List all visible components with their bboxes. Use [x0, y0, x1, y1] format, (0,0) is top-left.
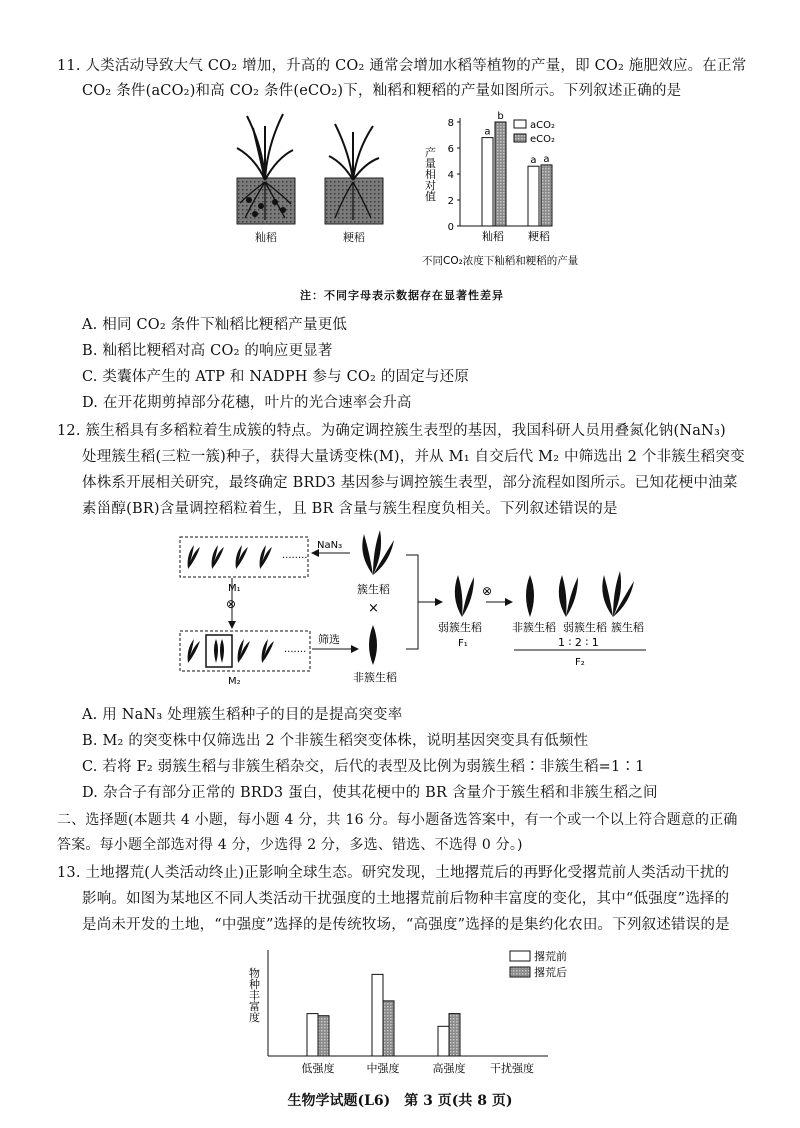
legend-label-0: aCO₂: [530, 120, 555, 131]
q11-note: 注：不同字母表示数据存在显著性差异: [300, 289, 504, 302]
q11-option-d: D. 在开花期剪掉部分花穗，叶片的光合速率会升高: [82, 395, 412, 411]
self-symbol-1: ⊗: [226, 597, 237, 611]
q12-option-c: C. 若将 F₂ 弱簇生稻与非簇生稻杂交，后代的表型及比例为弱簇生稻∶非簇生稻=1∶1: [82, 759, 645, 775]
japonica-rice-plant-icon: [325, 124, 383, 244]
nan3-label: NaN₃: [317, 540, 343, 551]
weak-cluster-rice-icon: [455, 575, 474, 617]
section2-heading-line-2: 答案。每小题全部选对得 4 分，少选得 2 分，多选、错选、不选得 0 分。): [57, 837, 523, 853]
q12-stem-line-1: 12. 簇生稻具有多稻粒着生成簇的特点。为确定调控簇生表型的基因，我国科研人员用叠氮化钠(NaN₃): [57, 423, 726, 439]
chart-title: 不同CO₂浓度下籼稻和粳稻的产量: [422, 255, 579, 267]
q12-option-d: D. 杂合子有部分正常的 BRD3 蛋白，使其花梗中的 BR 含量介于簇生稻和非簇生稻之间: [82, 785, 658, 801]
f2-type-3: 簇生稻: [611, 621, 644, 634]
f1-weak-cluster-label: 弱簇生稻: [438, 621, 482, 634]
section2-heading-line-1: 二、选择题(本题共 4 小题，每小题 4 分，共 16 分。每小题备选答案中，有一个或一个以上符合题意的正确: [57, 812, 738, 828]
y-axis-label: 产量相对值: [423, 146, 437, 202]
m2-label: M₂: [228, 676, 241, 687]
indica-rice-plant-icon: [237, 114, 295, 244]
y-tick-label-2: 4: [447, 170, 454, 181]
q11-stem-line-2: CO₂ 条件(aCO₂)和高 CO₂ 条件(eCO₂)下，籼稻和粳稻的产量如图所示。下列叙述正确的是: [82, 83, 682, 99]
cross-symbol: ×: [368, 601, 379, 616]
x-tick-label-1: 粳稻: [528, 230, 550, 243]
svg-text:·······: ·······: [284, 647, 307, 658]
f2-label: F₂: [575, 657, 585, 668]
bar-撂荒前-高强度: [438, 1026, 449, 1056]
legend-swatch-0: [514, 120, 526, 128]
q13-stem-line-1: 13. 土地撂荒(人类活动终止)正影响全球生态。研究发现，土地撂荒后的再野化受撂荒前人类活动干扰的: [57, 865, 730, 881]
f2-non-cluster-icon: [526, 575, 534, 617]
japonica-label: 粳稻: [343, 231, 365, 244]
legend-swatch-1: [510, 967, 530, 977]
bar-eCO₂-籼稻: [495, 122, 506, 226]
bar-撂荒前-中强度: [372, 974, 383, 1056]
q12-stem-line-2: 处理簇生稻(三粒一簇)种子，获得大量诱变株(M)，并从 M₁ 自交后代 M₂ 中筛选出 2 个非簇生稻突变: [82, 449, 745, 465]
q11-stem-line-1: 11. 人类活动导致大气 CO₂ 增加，升高的 CO₂ 通常会增加水稻等植物的产量，即 CO₂ 施肥效应。在正常: [57, 58, 747, 74]
legend-swatch-0: [510, 951, 530, 961]
bar-aCO₂-籼稻: [482, 138, 493, 226]
legend-label-0: 撂荒前: [534, 950, 567, 963]
self-symbol-2: ⊗: [482, 584, 493, 598]
svg-text:········: ········: [282, 553, 308, 564]
m2-plants-icon: [188, 635, 307, 667]
q13-stem-line-2: 影响。如图为某地区不同人类活动干扰强度的土地撂荒前后物种丰富度的变化，其中“低强度”选择的: [82, 891, 730, 907]
legend-label-1: eCO₂: [530, 134, 556, 145]
q11-yield-chart: [410, 108, 610, 268]
f2-type-2: 弱簇生稻: [563, 621, 607, 634]
cluster-rice-label: 簇生稻: [357, 583, 390, 596]
x-tick-label-2: 高强度: [432, 1062, 466, 1075]
y-tick-label-1: 2: [447, 196, 454, 207]
bar-eCO₂-粳稻: [541, 165, 552, 226]
legend-label-1: 撂荒后: [534, 966, 567, 979]
q13-stem-line-3: 是尚未开发的土地，“中强度”选择的是传统牧场，“高强度”选择的是集约化农田。下列叙述错误的是: [82, 917, 730, 933]
legend-swatch-1: [514, 134, 526, 142]
bar-aCO₂-粳稻: [528, 166, 539, 226]
m1-plants-icon: [188, 545, 308, 569]
page-footer: 生物学试题(L6) 第 3 页(共 8 页): [287, 1093, 513, 1109]
sig-letter-0-1: a: [530, 155, 537, 167]
bar-撂荒前-低强度: [307, 1014, 318, 1056]
y-tick-label-3: 6: [447, 144, 454, 155]
indica-label: 籼稻: [255, 231, 277, 244]
y-axis-label: 物种丰富度: [247, 967, 261, 1023]
q11-option-a: A. 相同 CO₂ 条件下籼稻比粳稻产量更低: [82, 317, 348, 333]
f2-ratio: 1 ∶ 2 ∶ 1: [558, 636, 599, 649]
sig-letter-1-1: a: [543, 153, 550, 165]
y-tick-label-0: 0: [447, 222, 454, 233]
non-cluster-rice-label: 非簇生稻: [353, 671, 397, 684]
q11-option-b: B. 籼稻比粳稻对高 CO₂ 的响应更显著: [82, 343, 333, 359]
screen-label: 筛选: [318, 633, 340, 646]
f2-type-1: 非簇生稻: [512, 621, 556, 634]
bar-撂荒后-低强度: [318, 1016, 329, 1056]
q12-option-a: A. 用 NaN₃ 处理簇生稻种子的目的是提高突变率: [82, 707, 403, 723]
x-tick-label-0: 籼稻: [482, 230, 504, 243]
bar-撂荒后-中强度: [383, 1001, 394, 1056]
x-tick-label-1: 中强度: [366, 1062, 400, 1075]
f1-label: F₁: [458, 638, 468, 649]
q12-option-b: B. M₂ 的突变株中仅筛选出 2 个非簇生稻突变体株，说明基因突变具有低频性: [82, 733, 589, 749]
cluster-rice-icon: [362, 530, 394, 575]
q12-flow-diagram: [170, 525, 650, 690]
q12-stem-line-3: 体株系开展相关研究，最终确定 BRD3 基因参与调控簇生表型，部分流程如图所示。已知花梗中油菜: [82, 475, 738, 491]
f2-weak-cluster-icon: [559, 575, 578, 617]
q12-stem-line-4: 素甾醇(BR)含量调控稻粒着生，且 BR 含量与簇生程度负相关。下列叙述错误的是: [82, 501, 618, 517]
x-tick-label-3: 干扰强度: [490, 1062, 534, 1075]
bar-撂荒后-高强度: [449, 1014, 460, 1056]
m1-label: M₁: [228, 583, 241, 594]
sig-letter-1-0: b: [497, 111, 504, 122]
q11-plant-illustration: [225, 108, 395, 248]
f2-cluster-icon: [602, 571, 634, 617]
q13-species-richness-chart: [240, 940, 580, 1080]
sig-letter-0-0: a: [484, 126, 491, 138]
q11-option-c: C. 类囊体产生的 ATP 和 NADPH 参与 CO₂ 的固定与还原: [82, 369, 470, 385]
non-cluster-rice-icon: [369, 625, 377, 665]
x-tick-label-0: 低强度: [301, 1062, 335, 1075]
y-tick-label-4: 8: [447, 118, 454, 129]
